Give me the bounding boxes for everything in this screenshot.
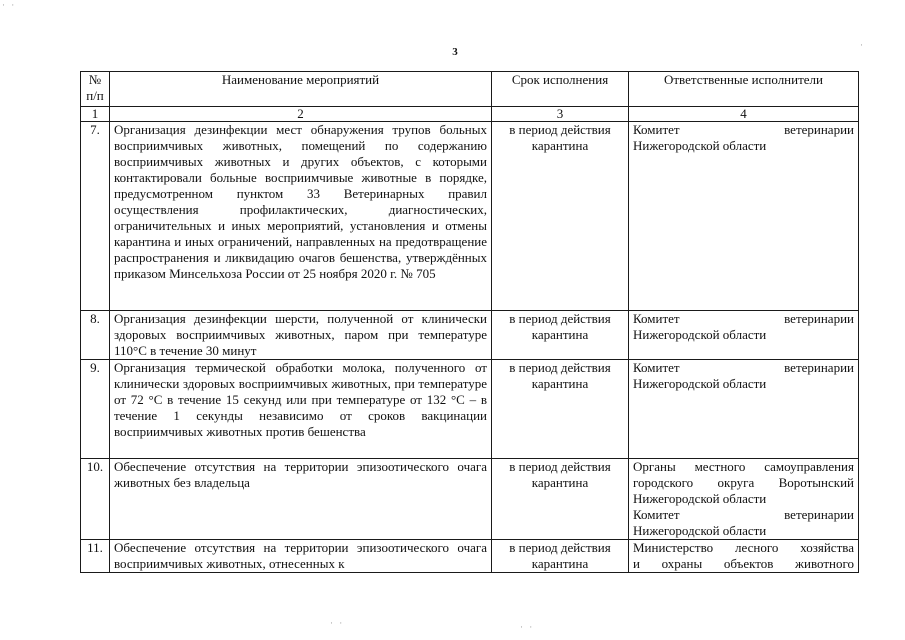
responsible-line: Нижегородской области	[633, 523, 767, 538]
column-index: 3	[492, 107, 629, 122]
header-responsible: Ответственные исполнители	[629, 72, 859, 107]
responsible-line: Министерство лесного хозяйства	[633, 540, 854, 555]
measure-name: Организация дезинфекции шерсти, полученной от клинически здоровых восприимчивых животных, паром при температуре 110°С в течение 30 минут	[110, 311, 492, 360]
measure-name: Обеспечение отсутствия на территории эпизоотического очага восприимчивых животных, отнесенных к	[110, 540, 492, 573]
responsible-line: городского округа Воротынский	[633, 475, 854, 490]
column-index: 1	[81, 107, 110, 122]
measure-responsible	[629, 122, 859, 311]
responsible-line: Нижегородской области	[633, 138, 767, 153]
scan-noise: · ·	[2, 0, 17, 10]
responsible-line: и охраны объектов животного	[633, 556, 854, 571]
measure-term: в период действия карантина	[492, 459, 629, 540]
measure-responsible	[629, 459, 859, 540]
column-index: 4	[629, 107, 859, 122]
table-header-row	[81, 72, 859, 107]
header-number: № п/п	[81, 72, 110, 107]
scan-noise: · ·	[330, 618, 345, 628]
responsible-line: Нижегородской области	[633, 327, 767, 342]
page-number: 3	[452, 46, 458, 58]
column-index-row	[81, 107, 859, 122]
row-number: 7.	[81, 122, 110, 311]
measure-term: в период действия карантина	[492, 311, 629, 360]
measure-name: Организация дезинфекции мест обнаружения трупов больных восприимчивых животных, помещений по содержанию восприимчивых животных и других объектов, с которыми контактировали больные восприимчивые животные в порядке, предусмотренном пунктом 33 Ветеринарных правил осуществления профилактических, диагностических, ограничительных и иных мероприятий, установления и отмены карантина и иных ограничений, направленных на предотвращение распространения и ликвидацию очагов бешенства, утверждённых приказом Минсельхоза России от 25 ноября 2020 г. № 705	[110, 122, 492, 311]
column-index: 2	[110, 107, 492, 122]
table-row	[81, 459, 859, 540]
row-number: 10.	[81, 459, 110, 540]
scan-noise: ·	[860, 40, 865, 50]
row-number: 8.	[81, 311, 110, 360]
table-row	[81, 540, 859, 573]
table-row	[81, 311, 859, 360]
responsible-line: Нижегородской области	[633, 376, 767, 391]
responsible-line: Комитет ветеринарии	[633, 122, 854, 137]
row-number: 11.	[81, 540, 110, 573]
header-name: Наименование мероприятий	[110, 72, 492, 107]
responsible-line: Комитет ветеринарии	[633, 507, 854, 522]
responsible-line: Органы местного самоуправления	[633, 459, 854, 474]
scan-noise: · ·	[520, 622, 535, 632]
header-term: Срок исполнения	[492, 72, 629, 107]
measure-name: Обеспечение отсутствия на территории эпизоотического очага животных без владельца	[110, 459, 492, 540]
measure-term: в период действия карантина	[492, 540, 629, 573]
measure-term: в период действия карантина	[492, 360, 629, 459]
responsible-line: Нижегородской области	[633, 491, 767, 506]
responsible-line: Комитет ветеринарии	[633, 311, 854, 326]
measure-name: Организация термической обработки молока, полученного от клинически здоровых восприимчивых животных, при температуре от 72 °С в течение 15 секунд или при температуре от 132 °С – в течение 1 секунды независимо от сроков вакцинации восприимчивых животных против бешенства	[110, 360, 492, 459]
table-row	[81, 122, 859, 311]
table-row	[81, 360, 859, 459]
responsible-line: Комитет ветеринарии	[633, 360, 854, 375]
row-number: 9.	[81, 360, 110, 459]
measure-term: в период действия карантина	[492, 122, 629, 311]
measure-responsible	[629, 360, 859, 459]
measure-responsible	[629, 311, 859, 360]
measures-table	[80, 71, 859, 573]
measure-responsible	[629, 540, 859, 573]
